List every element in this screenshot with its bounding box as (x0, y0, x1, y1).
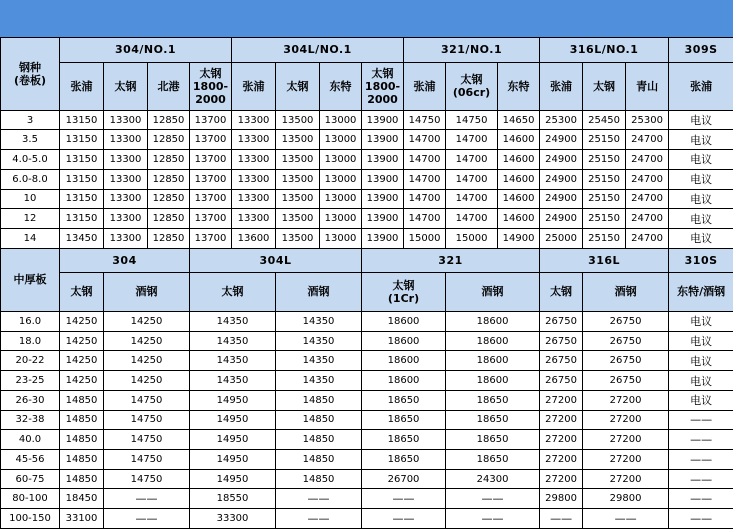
price-cell: 13150 (60, 189, 104, 209)
price-cell: 13500 (276, 189, 320, 209)
price-cell: 18600 (446, 351, 540, 371)
price-cell: 13900 (362, 189, 404, 209)
table-row (1, 169, 733, 189)
price-cell: 13300 (232, 209, 276, 229)
plate-grade-header-row (1, 248, 733, 272)
price-cell: 27200 (583, 430, 669, 450)
coil-mill-header: 张浦 (232, 62, 276, 110)
plate-mill-header: 酒钢 (276, 272, 362, 311)
price-cell: 26750 (540, 312, 583, 332)
price-cell: 13000 (320, 110, 362, 130)
price-cell: 14950 (190, 450, 276, 470)
price-cell: 13500 (276, 228, 320, 248)
coil-mill-header: 太钢 1800- 2000 (190, 62, 232, 110)
price-cell: 14700 (446, 209, 498, 229)
price-cell: 13500 (276, 130, 320, 150)
thickness-cell: 14 (1, 228, 60, 248)
coil-mill-header: 张浦 (404, 62, 446, 110)
price-cell: 13150 (60, 150, 104, 170)
price-cell: 14850 (276, 450, 362, 470)
price-cell: 13900 (362, 130, 404, 150)
price-cell: 14750 (104, 450, 190, 470)
price-cell: 26750 (583, 371, 669, 391)
price-cell: 14850 (60, 430, 104, 450)
price-cell: 24900 (540, 169, 583, 189)
plate-grade-header: 304L (190, 248, 362, 272)
price-cell: 14750 (104, 430, 190, 450)
price-cell: 14750 (104, 390, 190, 410)
price-cell: 14750 (104, 410, 190, 430)
price-cell: 25300 (626, 110, 669, 130)
thickness-cell: 23-25 (1, 371, 60, 391)
price-cell: 14250 (104, 331, 190, 351)
price-cell: —— (669, 489, 733, 509)
thickness-cell: 45-56 (1, 450, 60, 470)
thickness-cell: 20-22 (1, 351, 60, 371)
price-cell: —— (446, 489, 540, 509)
price-cell: 18650 (362, 450, 446, 470)
price-cell: 13500 (276, 110, 320, 130)
table-row (1, 331, 733, 351)
coil-mill-header: 青山 (626, 62, 669, 110)
thickness-cell: 60-75 (1, 469, 60, 489)
price-cell: 24700 (626, 130, 669, 150)
price-cell: 27200 (540, 450, 583, 470)
thickness-cell: 40.0 (1, 430, 60, 450)
thickness-cell: 32-38 (1, 410, 60, 430)
price-cell: 12850 (148, 209, 190, 229)
price-cell: 27200 (583, 410, 669, 430)
plate-mill-header: 太钢 (540, 272, 583, 311)
price-cell: 18650 (362, 410, 446, 430)
price-cell: 13900 (362, 150, 404, 170)
price-cell: 13700 (190, 150, 232, 170)
price-cell: 18600 (446, 371, 540, 391)
price-cell: 14600 (498, 169, 540, 189)
table-row (1, 189, 733, 209)
price-cell: 14700 (404, 150, 446, 170)
plate-mill-header: 太钢 (190, 272, 276, 311)
coil-mill-header: 张浦 (669, 62, 733, 110)
price-cell: 13300 (232, 130, 276, 150)
price-cell: 12850 (148, 189, 190, 209)
price-cell: 29800 (583, 489, 669, 509)
table-row (1, 509, 733, 529)
price-cell: 14700 (404, 209, 446, 229)
coil-mill-header: 东特 (320, 62, 362, 110)
price-cell: 电议 (669, 169, 733, 189)
price-cell: 27200 (583, 469, 669, 489)
price-cell: —— (276, 489, 362, 509)
price-cell: 18650 (446, 430, 540, 450)
price-cell: —— (583, 509, 669, 529)
price-cell: 13700 (190, 228, 232, 248)
thickness-cell: 80-100 (1, 489, 60, 509)
price-cell: 14650 (498, 110, 540, 130)
price-cell: 13700 (190, 169, 232, 189)
table-row (1, 450, 733, 470)
price-cell: 24700 (626, 150, 669, 170)
price-cell: 24700 (626, 169, 669, 189)
price-cell: 13300 (232, 169, 276, 189)
price-cell: 电议 (669, 371, 733, 391)
table-row (1, 228, 733, 248)
price-cell: 25150 (583, 150, 626, 170)
price-cell: 14750 (404, 110, 446, 130)
price-cell: 14850 (276, 430, 362, 450)
price-cell: 14600 (498, 209, 540, 229)
price-cell: —— (669, 430, 733, 450)
price-cell: 13700 (190, 189, 232, 209)
thickness-cell: 3.5 (1, 130, 60, 150)
price-cell: 14700 (404, 169, 446, 189)
plate-mill-header: 东特/酒钢 (669, 272, 733, 311)
price-cell: 27200 (540, 430, 583, 450)
coil-mill-header-row (1, 62, 733, 110)
thickness-cell: 4.0-5.0 (1, 150, 60, 170)
price-cell: 24900 (540, 189, 583, 209)
price-cell: 18450 (60, 489, 104, 509)
price-cell: 18600 (362, 331, 446, 351)
table-row (1, 489, 733, 509)
price-cell: 14600 (498, 150, 540, 170)
price-cell: 13300 (104, 110, 148, 130)
coil-mill-header: 张浦 (60, 62, 104, 110)
price-cell: 33100 (60, 509, 104, 529)
price-cell: 27200 (540, 469, 583, 489)
table-row (1, 430, 733, 450)
price-cell: 14600 (498, 130, 540, 150)
price-cell: 14950 (190, 410, 276, 430)
price-cell: 14950 (190, 390, 276, 410)
price-cell: 18550 (190, 489, 276, 509)
price-cell: 电议 (669, 331, 733, 351)
price-cell: 13500 (276, 209, 320, 229)
price-cell: 14750 (446, 110, 498, 130)
price-cell: —— (276, 509, 362, 529)
coil-corner-header: 钢种 (卷板) (1, 38, 60, 111)
coil-mill-header: 太钢 (583, 62, 626, 110)
price-cell: 15000 (446, 228, 498, 248)
price-cell: 14850 (60, 410, 104, 430)
price-cell: 18650 (446, 450, 540, 470)
price-cell: 14850 (276, 390, 362, 410)
price-cell: 13900 (362, 228, 404, 248)
price-cell: 14250 (104, 312, 190, 332)
price-cell: 18650 (362, 390, 446, 410)
coil-mill-header: 太钢 1800- 2000 (362, 62, 404, 110)
price-cell: 27200 (583, 450, 669, 470)
price-cell: 电议 (669, 189, 733, 209)
price-cell: 14750 (104, 469, 190, 489)
price-cell: 26750 (583, 331, 669, 351)
price-cell: 14250 (104, 351, 190, 371)
table-row (1, 351, 733, 371)
table-row (1, 371, 733, 391)
price-cell: 13300 (232, 189, 276, 209)
price-cell: 13300 (232, 110, 276, 130)
price-cell: 18600 (362, 351, 446, 371)
price-cell: 27200 (583, 390, 669, 410)
thickness-cell: 10 (1, 189, 60, 209)
price-cell: 13000 (320, 150, 362, 170)
price-cell: 14350 (190, 331, 276, 351)
price-cell: 14850 (276, 469, 362, 489)
price-cell: 13900 (362, 209, 404, 229)
price-cell: 14700 (446, 130, 498, 150)
price-cell: 14950 (190, 469, 276, 489)
price-cell: 24700 (626, 228, 669, 248)
price-cell: 26750 (540, 331, 583, 351)
price-cell: 13300 (104, 228, 148, 248)
price-cell: 24900 (540, 150, 583, 170)
price-cell: —— (446, 509, 540, 529)
price-cell: 14250 (60, 312, 104, 332)
price-cell: 电议 (669, 110, 733, 130)
price-cell: 14350 (190, 371, 276, 391)
price-cell: 14250 (60, 371, 104, 391)
coil-grade-header: 304/NO.1 (60, 38, 232, 63)
price-cell: 14850 (276, 410, 362, 430)
price-cell: 13300 (104, 209, 148, 229)
price-cell: 26700 (362, 469, 446, 489)
price-cell: —— (669, 450, 733, 470)
price-cell: —— (104, 509, 190, 529)
plate-mill-header: 太钢 (1Cr) (362, 272, 446, 311)
plate-mill-header-row (1, 272, 733, 311)
plate-grade-header: 321 (362, 248, 540, 272)
price-cell: 18600 (446, 331, 540, 351)
price-cell: 12850 (148, 130, 190, 150)
coil-grade-header: 316L/NO.1 (540, 38, 669, 63)
coil-mill-header: 太钢 (06cr) (446, 62, 498, 110)
price-cell: 27200 (540, 390, 583, 410)
price-cell: —— (104, 489, 190, 509)
price-cell: 15000 (404, 228, 446, 248)
price-cell: 33300 (190, 509, 276, 529)
table-row (1, 150, 733, 170)
price-cell: 12850 (148, 228, 190, 248)
price-cell: 14250 (60, 331, 104, 351)
plate-mill-header: 太钢 (60, 272, 104, 311)
coil-grade-header: 304L/NO.1 (232, 38, 404, 63)
coil-mill-header: 太钢 (276, 62, 320, 110)
price-cell: 13000 (320, 189, 362, 209)
price-cell: 13000 (320, 169, 362, 189)
price-cell: 24900 (540, 130, 583, 150)
price-cell: 14600 (498, 189, 540, 209)
price-cell: 14350 (276, 331, 362, 351)
price-cell: 18650 (446, 390, 540, 410)
price-cell: 26750 (540, 351, 583, 371)
price-cell: 13150 (60, 209, 104, 229)
price-cell: 13150 (60, 110, 104, 130)
price-cell: 26750 (540, 371, 583, 391)
plate-corner-header: 中厚板 (1, 248, 60, 311)
plate-mill-header: 酒钢 (104, 272, 190, 311)
price-cell: 13300 (104, 169, 148, 189)
price-cell: 13700 (190, 110, 232, 130)
price-cell: 14850 (60, 450, 104, 470)
price-cell: 13000 (320, 228, 362, 248)
price-cell: 13450 (60, 228, 104, 248)
price-cell: 14250 (60, 351, 104, 371)
plate-grade-header: 304 (60, 248, 190, 272)
price-cell: 13300 (104, 189, 148, 209)
table-row (1, 312, 733, 332)
price-cell: 24900 (540, 209, 583, 229)
thickness-cell: 3 (1, 110, 60, 130)
price-cell: 13700 (190, 209, 232, 229)
price-cell: 13500 (276, 150, 320, 170)
table-row (1, 390, 733, 410)
table-row (1, 209, 733, 229)
price-cell: 26750 (583, 351, 669, 371)
price-cell: 25450 (583, 110, 626, 130)
thickness-cell: 100-150 (1, 509, 60, 529)
price-cell: 18650 (446, 410, 540, 430)
thickness-cell: 26-30 (1, 390, 60, 410)
price-cell: —— (362, 489, 446, 509)
table-row (1, 410, 733, 430)
plate-mill-header: 酒钢 (583, 272, 669, 311)
price-cell: 27200 (540, 410, 583, 430)
price-cell: 14350 (276, 351, 362, 371)
plate-mill-header: 酒钢 (446, 272, 540, 311)
coil-grade-header: 309S (669, 38, 733, 63)
price-cell: 13700 (190, 130, 232, 150)
price-cell: 12850 (148, 110, 190, 130)
coil-mill-header: 北港 (148, 62, 190, 110)
price-cell: 13000 (320, 209, 362, 229)
price-cell: 29800 (540, 489, 583, 509)
plate-grade-header: 310S (669, 248, 733, 272)
price-cell: 24700 (626, 189, 669, 209)
thickness-cell: 12 (1, 209, 60, 229)
price-cell: —— (540, 509, 583, 529)
price-cell: 25150 (583, 209, 626, 229)
plate-grade-header: 316L (540, 248, 669, 272)
coil-mill-header: 太钢 (104, 62, 148, 110)
price-cell: 18650 (362, 430, 446, 450)
price-cell: 18600 (362, 371, 446, 391)
price-cell: 13150 (60, 169, 104, 189)
price-cell: 12850 (148, 150, 190, 170)
price-cell: 25150 (583, 228, 626, 248)
table-row (1, 469, 733, 489)
price-cell: 电议 (669, 228, 733, 248)
table-row (1, 130, 733, 150)
price-cell: 13500 (276, 169, 320, 189)
price-cell: 25150 (583, 169, 626, 189)
coil-grade-header: 321/NO.1 (404, 38, 540, 63)
price-cell: 18600 (362, 312, 446, 332)
price-cell: 13900 (362, 110, 404, 130)
price-cell: 13300 (232, 150, 276, 170)
price-cell: 14250 (104, 371, 190, 391)
price-cell: 电议 (669, 150, 733, 170)
price-cell: —— (669, 410, 733, 430)
price-cell: 26750 (583, 312, 669, 332)
table-row (1, 110, 733, 130)
price-cell: 14350 (276, 371, 362, 391)
price-cell: 25000 (540, 228, 583, 248)
coil-mill-header: 东特 (498, 62, 540, 110)
price-cell: 14700 (446, 150, 498, 170)
price-cell: 14700 (446, 169, 498, 189)
thickness-cell: 18.0 (1, 331, 60, 351)
price-cell: —— (669, 509, 733, 529)
price-cell: 12850 (148, 169, 190, 189)
price-cell: 14850 (60, 469, 104, 489)
price-cell: 14700 (404, 130, 446, 150)
price-cell: 14950 (190, 430, 276, 450)
price-cell: 14700 (404, 189, 446, 209)
price-cell: —— (362, 509, 446, 529)
price-cell: 13900 (362, 169, 404, 189)
price-cell: 13300 (104, 130, 148, 150)
price-cell: 13300 (104, 150, 148, 170)
price-cell: 电议 (669, 130, 733, 150)
price-cell: 电议 (669, 390, 733, 410)
price-cell: 14350 (190, 351, 276, 371)
price-cell: 24300 (446, 469, 540, 489)
price-cell: 14350 (190, 312, 276, 332)
price-cell: 电议 (669, 209, 733, 229)
price-cell: 14900 (498, 228, 540, 248)
price-table (0, 37, 733, 529)
coil-mill-header: 张浦 (540, 62, 583, 110)
thickness-cell: 6.0-8.0 (1, 169, 60, 189)
price-cell: 13600 (232, 228, 276, 248)
price-cell: 24700 (626, 209, 669, 229)
coil-grade-header-row (1, 38, 733, 63)
price-cell: 25150 (583, 130, 626, 150)
price-cell: 25150 (583, 189, 626, 209)
price-cell: 14700 (446, 189, 498, 209)
title-banner (0, 0, 733, 37)
price-cell: 18600 (446, 312, 540, 332)
price-cell: 14850 (60, 390, 104, 410)
price-cell: 电议 (669, 351, 733, 371)
price-cell: 25300 (540, 110, 583, 130)
price-cell: 电议 (669, 312, 733, 332)
price-cell: —— (669, 469, 733, 489)
price-cell: 13150 (60, 130, 104, 150)
price-cell: 14350 (276, 312, 362, 332)
thickness-cell: 16.0 (1, 312, 60, 332)
price-cell: 13000 (320, 130, 362, 150)
